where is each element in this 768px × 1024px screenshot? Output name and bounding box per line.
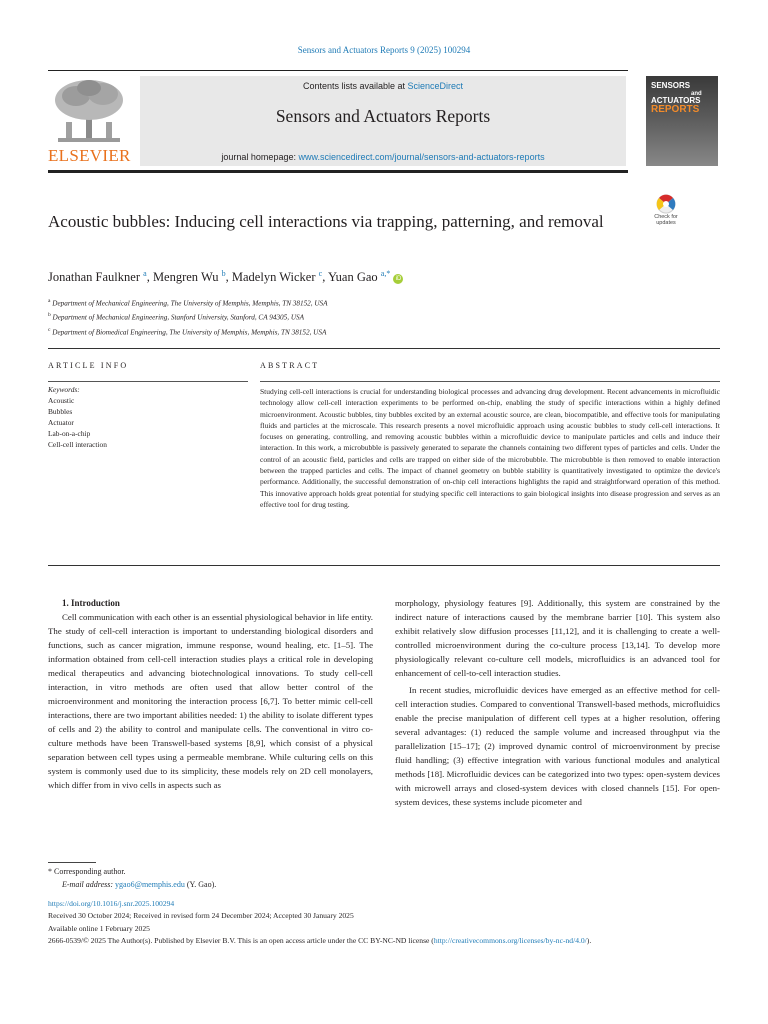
body-left-column xyxy=(48,596,373,792)
journal-title[interactable]: Sensors and Actuators Reports xyxy=(275,106,491,126)
keyword: Cell-cell interaction xyxy=(48,440,107,449)
affiliation-marker: c xyxy=(48,326,51,333)
affiliation-item xyxy=(48,324,648,338)
affiliation-item xyxy=(48,309,648,323)
article-info-top-rule xyxy=(48,348,720,349)
affiliation-text: Department of Mechanical Engineering, The University of Memphis, Memphis, TN 38152, USA xyxy=(52,299,328,308)
publisher-name: ELSEVIER xyxy=(48,146,131,165)
author-affiliation-marker[interactable]: c xyxy=(318,269,323,278)
crossmark-icon xyxy=(645,194,687,214)
license-note xyxy=(48,935,720,947)
keyword: Bubbles xyxy=(48,407,73,416)
homepage-link[interactable]: www.sciencedirect.com/journal/sensors-and-actuators-reports xyxy=(298,152,545,162)
journal-cover-thumbnail[interactable] xyxy=(646,76,718,166)
affiliation-marker: a xyxy=(48,298,51,304)
elsevier-tree-icon xyxy=(48,76,130,148)
license-link[interactable]: http://creativecommons.org/licenses/by-nc-nd/4.0/ xyxy=(433,936,587,946)
author-list: Jonathan Faulkner $^a$, Mengren Wu $^b$, Madelyn Wicker $^c$, Yuan Gao $^{a,*}$ iD xyxy=(48,269,648,285)
homepage-prefix: journal homepage: xyxy=(221,152,299,162)
doi-link[interactable]: https://doi.org/10.1016/j.snr.2025.100294 xyxy=(48,899,175,908)
abstract-rule xyxy=(260,381,720,382)
email-suffix: (Y. Gao). xyxy=(184,879,217,889)
abstract-heading: ABSTRACT xyxy=(260,361,320,370)
abstract-text: Studying cell-cell interactions is crucial for understanding biological processes and advancing drug development. Recent advancements in microfluidic technology allow cell-cell interaction experiments to be performed on-chip, enabling the study of specific interactions within a highly defined microenvironment. Acoustic bubbles, tiny bubbles excited by an external acoustic source, are clean, biocompatible, and effective tools for manipulating fluids and particles at the microscale. This research presents a novel microfluidic approach using acoustic bubbles to study cell-cell interactions. It focuses on generating, controlling, and removing acoustic bubbles within a microfluidic device to manipulate particles and cells and induce their interaction. In this work, a microbubble is passively generated to separate the channels containing two different types of particles and cells. Under the control of an acoustic field, particles and cells are trapped on either side of the microbubble. The microbubble is then removed to enable interaction between the trapped particles and cells. The impact of channel geometry on bubble stability is quantitatively investigated to optimize the device's performance. Additionally, the successful demonstration of on-chip cell interactions highlights the rapid and straightforward operation of this method. This innovative approach holds great potential for studying specific cell interactions to gain biological insights into disease progression and serves as an effective tool for drug testing. xyxy=(260,387,720,509)
cover-line-1: SENSORS xyxy=(651,81,691,90)
author-name[interactable]: Yuan Gao xyxy=(328,270,378,285)
journal-banner xyxy=(140,76,626,166)
keywords-list xyxy=(48,384,248,450)
check-for-updates-badge[interactable] xyxy=(645,194,687,236)
author-affiliation-marker[interactable]: a xyxy=(143,269,147,278)
author-affiliation-marker[interactable]: a,* xyxy=(380,269,391,278)
license-suffix: ). xyxy=(586,936,592,946)
author-name[interactable]: Jonathan Faulkner xyxy=(48,270,140,285)
contents-prefix: Contents lists available at xyxy=(302,81,408,91)
body-paragraph: Cell communication with each other is an essential physiological behavior in life entity. The study of cell-cell interaction is important to understanding biological disorders and functions, such as cancer migration, immune response, wound healing, etc. [1–5]. The information obtained from cell-cell interaction studies plays a critical role in developing medical therapeutics and advancing biotechnological innovations. To study cell-cell interaction, in vitro methods are often used that allow better control of the microenvironment and monitoring the interaction process [6,7]. To better mimic cell-cell interactions, there are two important abilities needed: 1) the ability to isolate different types of cells and 2) the ability to control and manipulate cells. The conventional in vitro co-culture methods have been Transwell-based systems [8,9], which consist of a physical separation between cell types using a permeable membrane. While culturing cells on this system is commonly used due to its simplicity, these models rely on 2D cell monolayers, which differ from in vivo cells in aspects such as xyxy=(48,612,373,790)
homepage-line xyxy=(140,152,626,162)
check-for-updates-label: Check for updates xyxy=(654,214,678,226)
keyword: Lab-on-a-chip xyxy=(48,429,91,438)
footnotes xyxy=(48,866,668,891)
affiliation-text: Department of Mechanical Engineering, Stanford University, Stanford, CA 94305, USA xyxy=(52,313,305,322)
affiliations xyxy=(48,295,648,338)
body-right-column xyxy=(395,596,720,809)
keyword: Acoustic xyxy=(48,396,75,405)
masthead-rule xyxy=(48,170,628,173)
keyword: Actuator xyxy=(48,418,74,427)
body-paragraph: morphology, physiology features [9]. Additionally, this system are constrained by the indirect nature of interactions caused by the membrane barrier [10]. This system also exhibit relatively slow diffusion processes [11,12], and it is challenging to create a well-controlled microenvironment during the co-culture process [13,14]. To develop more physiologically relevant co-culture cell models, microfluidics is an advanced tool for enhancement of cell-to-cell interaction studies. xyxy=(395,598,720,678)
cover-line-2: and xyxy=(691,91,702,97)
author-affiliation-marker[interactable]: b xyxy=(221,269,226,278)
sciencedirect-link[interactable]: ScienceDirect xyxy=(407,81,464,91)
license-prefix: 2666-0539/© 2025 The Author(s). Published by Elsevier B.V. This is an open access article under the CC BY-NC-ND license ( xyxy=(48,936,434,946)
journal-reference[interactable]: Sensors and Actuators Reports 9 (2025) 100294 xyxy=(297,45,471,55)
cover-line-3: ACTUATORS xyxy=(651,96,701,105)
section-heading: 1. Introduction xyxy=(62,598,120,608)
abstract-bottom-rule xyxy=(48,565,720,566)
email-label: E-mail address: xyxy=(62,879,116,889)
cover-line-4: REPORTS xyxy=(651,104,700,115)
publication-info xyxy=(48,898,720,948)
affiliation-text: Department of Biomedical Engineering, The University of Memphis, Memphis, TN 38152, USA xyxy=(52,328,327,337)
footnote-rule xyxy=(48,862,96,863)
body-paragraph: In recent studies, microfluidic devices have emerged as an effective method for cell-cell interaction studies. Compared to conventional Transwell-based methods, microfluidics enable the precise manipulation of different cell types at a higher resolution, offering several advantages: (1) reduced the sample volume and increased throughput via the parallelization [15–17]; (2) improved dynamic control of microenvironment by precise fluid handling; (3) effective integration with various functional modules and analytical methods [18]. Microfluidic devices can be categorized into two types: open-system devices with microwell arrays and closed-system devices with closed channels [15]. For open-system devices, these systems include picometer and xyxy=(395,685,720,807)
email-note xyxy=(48,879,668,892)
article-info-heading: ARTICLE INFO xyxy=(48,361,129,370)
available-online: Available online 1 February 2025 xyxy=(48,923,150,933)
email-link[interactable]: ygao6@memphis.edu xyxy=(115,879,185,889)
contents-line xyxy=(140,81,626,91)
author-name[interactable]: Mengren Wu xyxy=(152,270,219,285)
article-info-rule xyxy=(48,381,248,382)
article-title: Acoustic bubbles: Inducing cell interactions via trapping, patterning, and removal xyxy=(48,212,604,231)
keywords-label: Keywords: xyxy=(48,385,80,394)
received-dates: Received 30 October 2024; Received in revised form 24 December 2024; Accepted 30 January 2025 xyxy=(48,911,354,921)
corresponding-author-note: * Corresponding author. xyxy=(48,867,126,876)
author-name[interactable]: Madelyn Wicker xyxy=(231,270,316,285)
affiliation-marker: b xyxy=(48,312,51,319)
elsevier-logo[interactable] xyxy=(48,76,130,166)
affiliation-item xyxy=(48,295,648,309)
orcid-icon[interactable]: iD xyxy=(393,274,403,284)
header-rule xyxy=(48,70,628,71)
